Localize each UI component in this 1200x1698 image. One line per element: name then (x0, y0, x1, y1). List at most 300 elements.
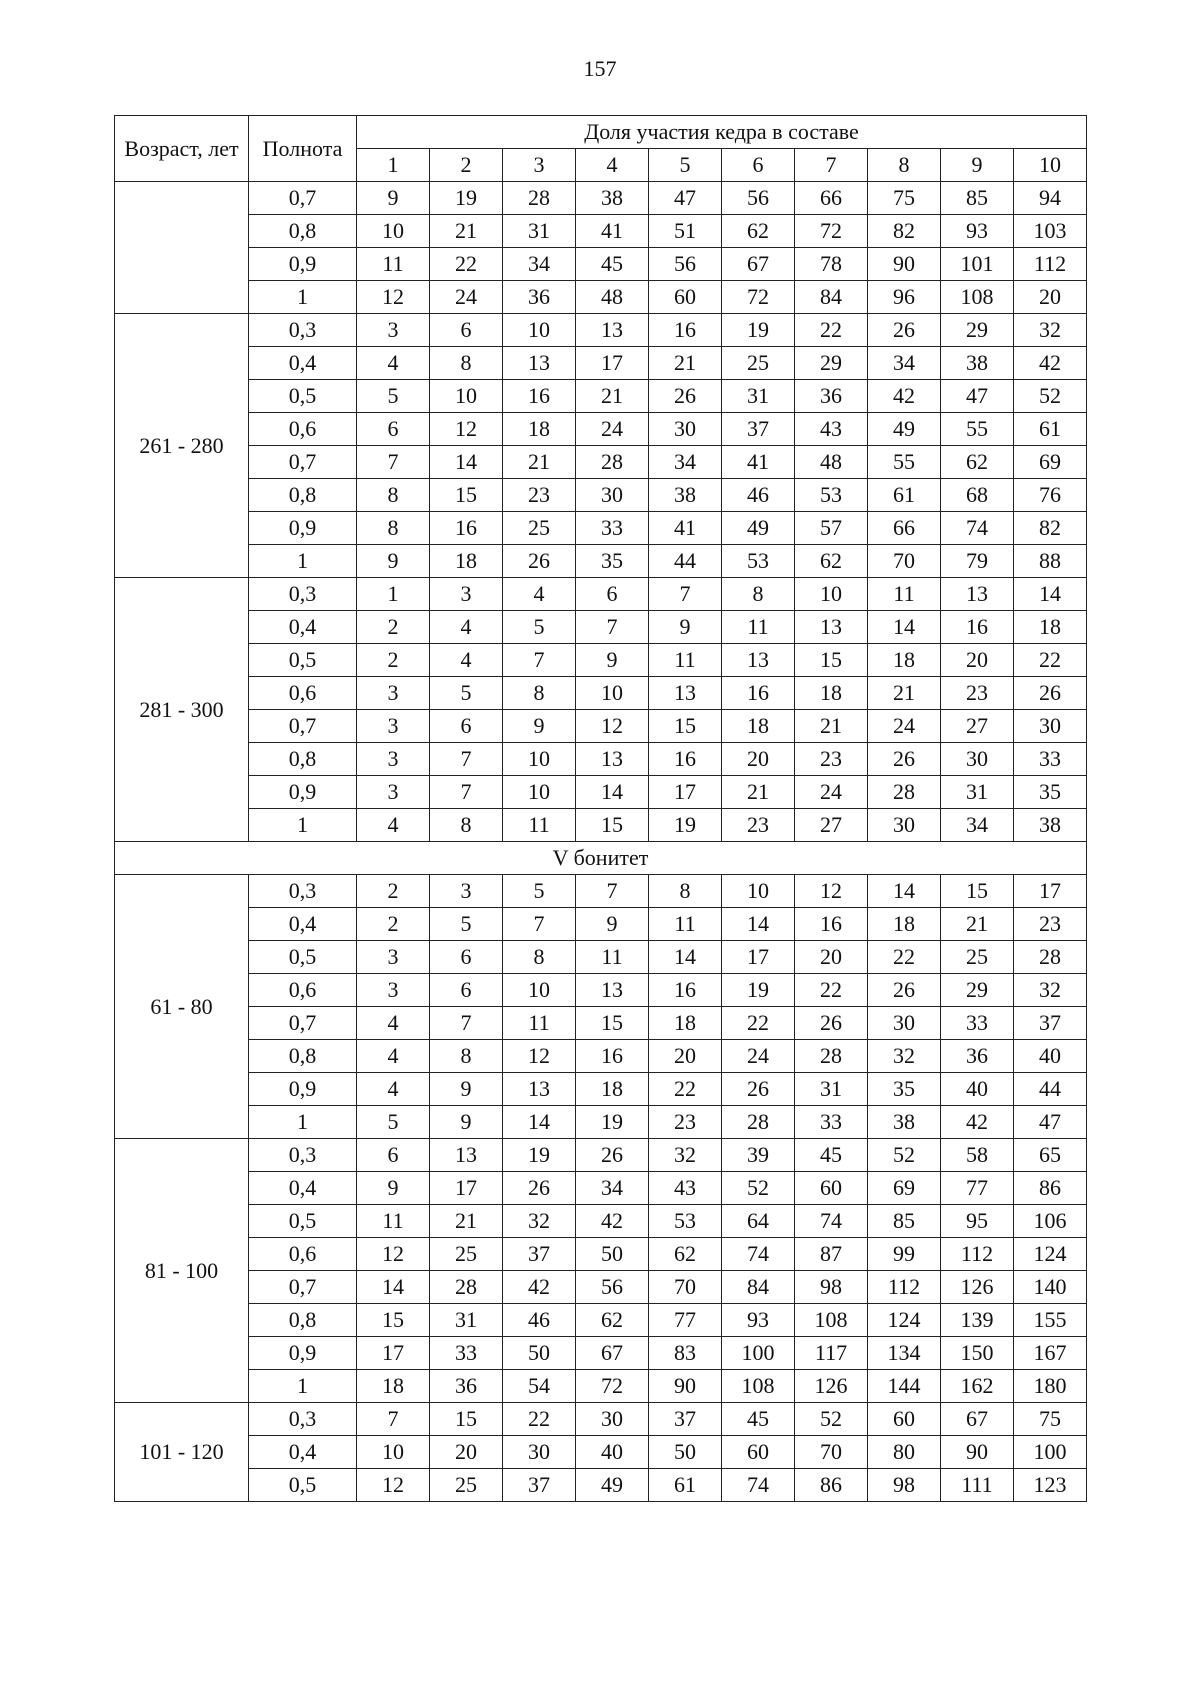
value-cell: 10 (430, 380, 503, 413)
value-cell: 25 (941, 941, 1014, 974)
value-cell: 26 (795, 1007, 868, 1040)
value-cell: 42 (576, 1205, 649, 1238)
value-cell: 9 (430, 1073, 503, 1106)
value-cell: 12 (357, 281, 430, 314)
value-cell: 62 (576, 1304, 649, 1337)
table-row (115, 347, 1087, 380)
fullness-cell: 0,6 (249, 1238, 357, 1271)
value-cell: 41 (649, 512, 722, 545)
value-cell: 40 (576, 1436, 649, 1469)
value-cell: 40 (1014, 1040, 1087, 1073)
value-cell: 50 (649, 1436, 722, 1469)
value-cell: 83 (649, 1337, 722, 1370)
table-row (115, 314, 1087, 347)
fullness-cell: 0,8 (249, 479, 357, 512)
value-cell: 26 (868, 974, 941, 1007)
value-cell: 7 (430, 776, 503, 809)
value-cell: 19 (722, 314, 795, 347)
value-cell: 4 (357, 347, 430, 380)
value-cell: 9 (430, 1106, 503, 1139)
value-cell: 13 (941, 578, 1014, 611)
value-cell: 28 (795, 1040, 868, 1073)
fullness-cell: 0,7 (249, 710, 357, 743)
value-cell: 36 (503, 281, 576, 314)
value-cell: 6 (357, 413, 430, 446)
value-cell: 32 (1014, 314, 1087, 347)
value-cell: 25 (430, 1238, 503, 1271)
value-cell: 30 (941, 743, 1014, 776)
value-cell: 38 (649, 479, 722, 512)
value-cell: 77 (649, 1304, 722, 1337)
value-cell: 22 (649, 1073, 722, 1106)
value-cell: 16 (795, 908, 868, 941)
value-cell: 103 (1014, 215, 1087, 248)
value-cell: 20 (1014, 281, 1087, 314)
table-row (115, 545, 1087, 578)
value-cell: 16 (576, 1040, 649, 1073)
value-cell: 31 (795, 1073, 868, 1106)
value-cell: 61 (868, 479, 941, 512)
value-cell: 66 (868, 512, 941, 545)
table-row (115, 1436, 1087, 1469)
value-cell: 22 (503, 1403, 576, 1436)
value-cell: 78 (795, 248, 868, 281)
value-cell: 4 (357, 1073, 430, 1106)
value-cell: 19 (722, 974, 795, 1007)
value-cell: 5 (503, 611, 576, 644)
age-cell: 61 - 80 (115, 875, 249, 1139)
value-cell: 106 (1014, 1205, 1087, 1238)
value-cell: 26 (722, 1073, 795, 1106)
header-share-col-8: 8 (868, 149, 941, 182)
header-fullness: Полнота (249, 116, 357, 182)
value-cell: 43 (649, 1172, 722, 1205)
value-cell: 13 (722, 644, 795, 677)
table-row (115, 908, 1087, 941)
value-cell: 23 (503, 479, 576, 512)
value-cell: 17 (722, 941, 795, 974)
fullness-cell: 0,6 (249, 677, 357, 710)
value-cell: 54 (503, 1370, 576, 1403)
value-cell: 14 (430, 446, 503, 479)
value-cell: 90 (868, 248, 941, 281)
value-cell: 74 (795, 1205, 868, 1238)
value-cell: 52 (795, 1403, 868, 1436)
value-cell: 21 (722, 776, 795, 809)
value-cell: 25 (430, 1469, 503, 1502)
value-cell: 46 (722, 479, 795, 512)
value-cell: 13 (503, 347, 576, 380)
value-cell: 14 (1014, 578, 1087, 611)
value-cell: 37 (722, 413, 795, 446)
value-cell: 74 (722, 1469, 795, 1502)
table-row (115, 809, 1087, 842)
fullness-cell: 0,7 (249, 182, 357, 215)
value-cell: 15 (795, 644, 868, 677)
value-cell: 85 (868, 1205, 941, 1238)
table-row (115, 1007, 1087, 1040)
value-cell: 10 (503, 974, 576, 1007)
value-cell: 21 (430, 215, 503, 248)
value-cell: 20 (941, 644, 1014, 677)
value-cell: 19 (576, 1106, 649, 1139)
value-cell: 67 (722, 248, 795, 281)
value-cell: 58 (941, 1139, 1014, 1172)
header-share-col-9: 9 (941, 149, 1014, 182)
value-cell: 5 (430, 908, 503, 941)
fullness-cell: 0,9 (249, 1337, 357, 1370)
value-cell: 88 (1014, 545, 1087, 578)
value-cell: 98 (868, 1469, 941, 1502)
value-cell: 9 (649, 611, 722, 644)
value-cell: 48 (576, 281, 649, 314)
table-row (115, 380, 1087, 413)
value-cell: 8 (503, 941, 576, 974)
value-cell: 13 (576, 314, 649, 347)
value-cell: 20 (795, 941, 868, 974)
value-cell: 7 (357, 1403, 430, 1436)
value-cell: 84 (795, 281, 868, 314)
value-cell: 2 (357, 908, 430, 941)
table-row (115, 677, 1087, 710)
data-table (114, 115, 1087, 1502)
value-cell: 21 (649, 347, 722, 380)
value-cell: 12 (576, 710, 649, 743)
table-row (115, 974, 1087, 1007)
value-cell: 17 (357, 1337, 430, 1370)
value-cell: 70 (868, 545, 941, 578)
value-cell: 27 (795, 809, 868, 842)
table-row (115, 710, 1087, 743)
value-cell: 29 (941, 314, 1014, 347)
value-cell: 108 (722, 1370, 795, 1403)
value-cell: 8 (357, 479, 430, 512)
value-cell: 100 (1014, 1436, 1087, 1469)
fullness-cell: 0,8 (249, 1304, 357, 1337)
value-cell: 3 (357, 677, 430, 710)
header-share-col-10: 10 (1014, 149, 1087, 182)
value-cell: 6 (576, 578, 649, 611)
value-cell: 9 (357, 182, 430, 215)
value-cell: 16 (649, 974, 722, 1007)
value-cell: 14 (576, 776, 649, 809)
table-row (115, 875, 1087, 908)
value-cell: 61 (1014, 413, 1087, 446)
value-cell: 18 (357, 1370, 430, 1403)
table-row (115, 281, 1087, 314)
fullness-cell: 0,8 (249, 743, 357, 776)
header-age: Возраст, лет (115, 116, 249, 182)
value-cell: 22 (868, 941, 941, 974)
value-cell: 13 (430, 1139, 503, 1172)
table-row (115, 1073, 1087, 1106)
value-cell: 99 (868, 1238, 941, 1271)
value-cell: 36 (941, 1040, 1014, 1073)
value-cell: 76 (1014, 479, 1087, 512)
value-cell: 33 (1014, 743, 1087, 776)
value-cell: 23 (722, 809, 795, 842)
value-cell: 12 (430, 413, 503, 446)
value-cell: 69 (1014, 446, 1087, 479)
age-cell: 261 - 280 (115, 314, 249, 578)
table-row (115, 1238, 1087, 1271)
value-cell: 6 (357, 1139, 430, 1172)
fullness-cell: 0,4 (249, 347, 357, 380)
value-cell: 180 (1014, 1370, 1087, 1403)
table-row (115, 743, 1087, 776)
value-cell: 29 (795, 347, 868, 380)
fullness-cell: 0,6 (249, 413, 357, 446)
value-cell: 124 (1014, 1238, 1087, 1271)
table-row (115, 1337, 1087, 1370)
value-cell: 46 (503, 1304, 576, 1337)
value-cell: 18 (1014, 611, 1087, 644)
value-cell: 67 (941, 1403, 1014, 1436)
value-cell: 30 (503, 1436, 576, 1469)
value-cell: 1 (357, 578, 430, 611)
value-cell: 18 (795, 677, 868, 710)
value-cell: 162 (941, 1370, 1014, 1403)
value-cell: 52 (868, 1139, 941, 1172)
value-cell: 9 (576, 644, 649, 677)
value-cell: 35 (868, 1073, 941, 1106)
value-cell: 5 (430, 677, 503, 710)
fullness-cell: 1 (249, 281, 357, 314)
value-cell: 7 (503, 644, 576, 677)
value-cell: 84 (722, 1271, 795, 1304)
value-cell: 86 (1014, 1172, 1087, 1205)
value-cell: 30 (1014, 710, 1087, 743)
value-cell: 21 (503, 446, 576, 479)
fullness-cell: 0,3 (249, 1139, 357, 1172)
value-cell: 90 (649, 1370, 722, 1403)
value-cell: 62 (795, 545, 868, 578)
value-cell: 126 (941, 1271, 1014, 1304)
value-cell: 100 (722, 1337, 795, 1370)
value-cell: 56 (722, 182, 795, 215)
value-cell: 24 (576, 413, 649, 446)
value-cell: 48 (795, 446, 868, 479)
value-cell: 69 (868, 1172, 941, 1205)
value-cell: 70 (649, 1271, 722, 1304)
value-cell: 140 (1014, 1271, 1087, 1304)
value-cell: 47 (941, 380, 1014, 413)
value-cell: 18 (722, 710, 795, 743)
fullness-cell: 0,6 (249, 974, 357, 1007)
table-row (115, 512, 1087, 545)
value-cell: 93 (941, 215, 1014, 248)
fullness-cell: 1 (249, 1106, 357, 1139)
age-cell (115, 182, 249, 314)
value-cell: 14 (868, 611, 941, 644)
value-cell: 11 (576, 941, 649, 974)
value-cell: 21 (795, 710, 868, 743)
value-cell: 123 (1014, 1469, 1087, 1502)
value-cell: 38 (868, 1106, 941, 1139)
value-cell: 167 (1014, 1337, 1087, 1370)
table-row (115, 1040, 1087, 1073)
value-cell: 82 (1014, 512, 1087, 545)
header-share-col-7: 7 (795, 149, 868, 182)
header-share-col-6: 6 (722, 149, 795, 182)
value-cell: 49 (722, 512, 795, 545)
value-cell: 42 (503, 1271, 576, 1304)
value-cell: 12 (795, 875, 868, 908)
fullness-cell: 0,5 (249, 1469, 357, 1502)
value-cell: 2 (357, 644, 430, 677)
value-cell: 21 (941, 908, 1014, 941)
value-cell: 75 (868, 182, 941, 215)
value-cell: 18 (649, 1007, 722, 1040)
value-cell: 16 (941, 611, 1014, 644)
header-share-col-2: 2 (430, 149, 503, 182)
fullness-cell: 1 (249, 545, 357, 578)
value-cell: 53 (795, 479, 868, 512)
value-cell: 39 (722, 1139, 795, 1172)
value-cell: 26 (868, 743, 941, 776)
fullness-cell: 0,7 (249, 1271, 357, 1304)
value-cell: 124 (868, 1304, 941, 1337)
value-cell: 3 (357, 974, 430, 1007)
value-cell: 4 (357, 809, 430, 842)
age-cell: 281 - 300 (115, 578, 249, 842)
value-cell: 15 (576, 1007, 649, 1040)
value-cell: 21 (868, 677, 941, 710)
value-cell: 50 (576, 1238, 649, 1271)
value-cell: 11 (722, 611, 795, 644)
value-cell: 28 (576, 446, 649, 479)
value-cell: 34 (503, 248, 576, 281)
value-cell: 38 (941, 347, 1014, 380)
value-cell: 17 (430, 1172, 503, 1205)
fullness-cell: 1 (249, 809, 357, 842)
value-cell: 42 (1014, 347, 1087, 380)
value-cell: 30 (868, 809, 941, 842)
value-cell: 22 (722, 1007, 795, 1040)
table-row (115, 479, 1087, 512)
value-cell: 8 (722, 578, 795, 611)
value-cell: 50 (503, 1337, 576, 1370)
value-cell: 19 (430, 182, 503, 215)
value-cell: 23 (649, 1106, 722, 1139)
value-cell: 64 (722, 1205, 795, 1238)
value-cell: 37 (503, 1469, 576, 1502)
value-cell: 28 (1014, 941, 1087, 974)
value-cell: 22 (1014, 644, 1087, 677)
fullness-cell: 0,8 (249, 215, 357, 248)
value-cell: 4 (357, 1007, 430, 1040)
fullness-cell: 0,3 (249, 314, 357, 347)
value-cell: 117 (795, 1337, 868, 1370)
fullness-cell: 0,4 (249, 1172, 357, 1205)
value-cell: 7 (503, 908, 576, 941)
fullness-cell: 0,4 (249, 908, 357, 941)
value-cell: 18 (503, 413, 576, 446)
value-cell: 96 (868, 281, 941, 314)
value-cell: 22 (430, 248, 503, 281)
value-cell: 60 (795, 1172, 868, 1205)
value-cell: 75 (1014, 1403, 1087, 1436)
value-cell: 3 (430, 875, 503, 908)
value-cell: 9 (503, 710, 576, 743)
section-row (115, 842, 1087, 875)
page-number: 157 (583, 56, 617, 81)
value-cell: 31 (941, 776, 1014, 809)
value-cell: 77 (941, 1172, 1014, 1205)
value-cell: 18 (868, 644, 941, 677)
value-cell: 45 (576, 248, 649, 281)
value-cell: 65 (1014, 1139, 1087, 1172)
value-cell: 139 (941, 1304, 1014, 1337)
value-cell: 49 (576, 1469, 649, 1502)
value-cell: 6 (430, 710, 503, 743)
value-cell: 16 (722, 677, 795, 710)
age-cell: 81 - 100 (115, 1139, 249, 1403)
value-cell: 150 (941, 1337, 1014, 1370)
value-cell: 23 (941, 677, 1014, 710)
value-cell: 17 (649, 776, 722, 809)
value-cell: 10 (795, 578, 868, 611)
value-cell: 144 (868, 1370, 941, 1403)
value-cell: 85 (941, 182, 1014, 215)
value-cell: 8 (430, 347, 503, 380)
value-cell: 56 (576, 1271, 649, 1304)
value-cell: 32 (1014, 974, 1087, 1007)
value-cell: 82 (868, 215, 941, 248)
value-cell: 47 (1014, 1106, 1087, 1139)
fullness-cell: 0,5 (249, 644, 357, 677)
value-cell: 9 (576, 908, 649, 941)
value-cell: 55 (941, 413, 1014, 446)
value-cell: 9 (357, 1172, 430, 1205)
value-cell: 10 (722, 875, 795, 908)
value-cell: 60 (722, 1436, 795, 1469)
fullness-cell: 0,5 (249, 941, 357, 974)
value-cell: 15 (430, 479, 503, 512)
value-cell: 45 (722, 1403, 795, 1436)
fullness-cell: 0,4 (249, 611, 357, 644)
value-cell: 22 (795, 974, 868, 1007)
value-cell: 93 (722, 1304, 795, 1337)
value-cell: 37 (1014, 1007, 1087, 1040)
value-cell: 11 (649, 908, 722, 941)
value-cell: 26 (503, 545, 576, 578)
header-share-col-4: 4 (576, 149, 649, 182)
value-cell: 60 (649, 281, 722, 314)
value-cell: 8 (649, 875, 722, 908)
value-cell: 49 (868, 413, 941, 446)
fullness-cell: 0,7 (249, 446, 357, 479)
value-cell: 7 (649, 578, 722, 611)
value-cell: 70 (795, 1436, 868, 1469)
table-row (115, 248, 1087, 281)
value-cell: 34 (941, 809, 1014, 842)
value-cell: 72 (795, 215, 868, 248)
table-row (115, 1304, 1087, 1337)
fullness-cell: 0,9 (249, 1073, 357, 1106)
table-row (115, 941, 1087, 974)
value-cell: 10 (503, 314, 576, 347)
value-cell: 16 (503, 380, 576, 413)
value-cell: 4 (430, 611, 503, 644)
value-cell: 155 (1014, 1304, 1087, 1337)
value-cell: 28 (430, 1271, 503, 1304)
value-cell: 35 (1014, 776, 1087, 809)
table-row (115, 182, 1087, 215)
value-cell: 40 (941, 1073, 1014, 1106)
value-cell: 2 (357, 875, 430, 908)
value-cell: 72 (722, 281, 795, 314)
